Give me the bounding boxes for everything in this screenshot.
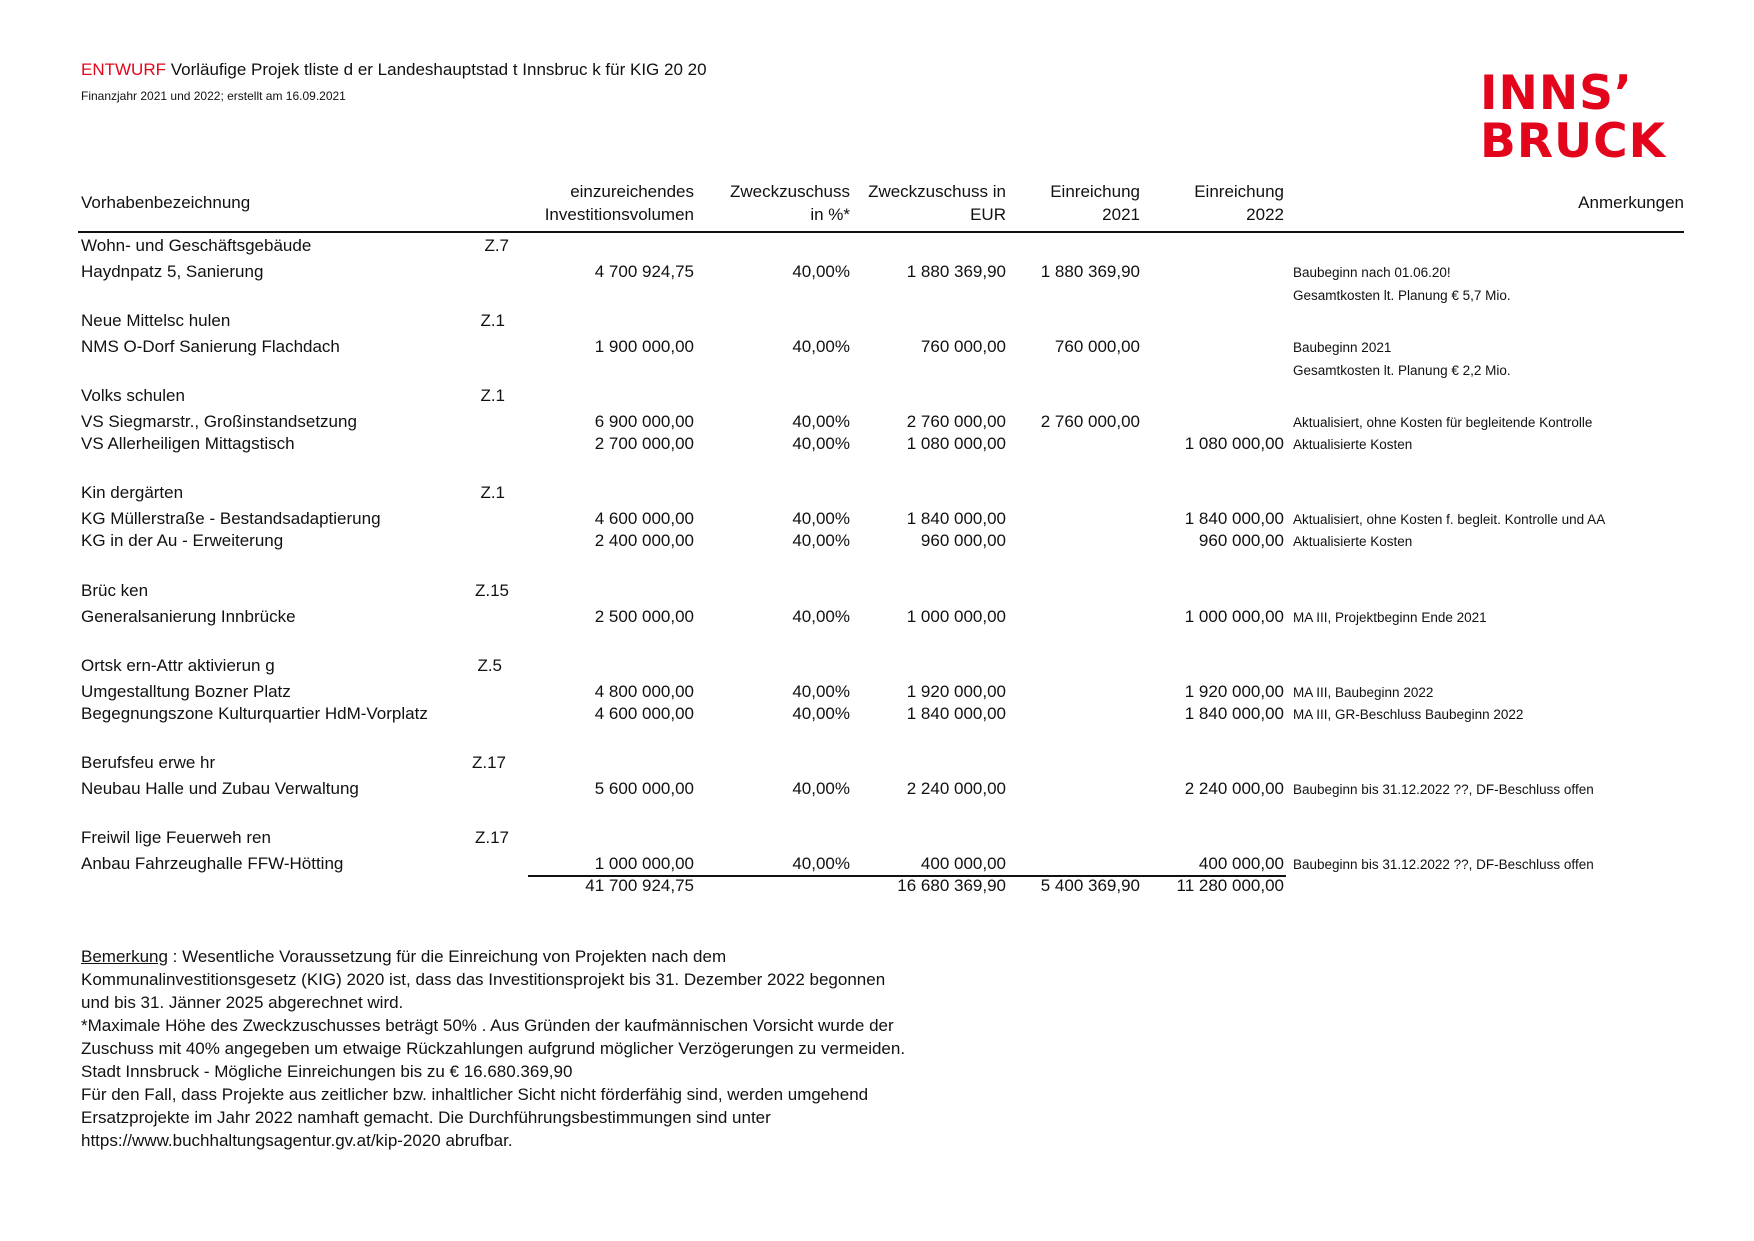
row-2021: 2 760 000,00 xyxy=(1040,412,1140,431)
row-2021: 760 000,00 xyxy=(1054,337,1140,356)
category-code: Z.1 xyxy=(480,311,505,330)
row-volume: 4 600 000,00 xyxy=(594,704,694,723)
row-name: NMS O-Dorf Sanierung Flachdach xyxy=(81,337,340,356)
row-eur: 1 920 000,00 xyxy=(906,682,1006,701)
category-heading: Brüc ken xyxy=(81,581,149,600)
row-name: VS Allerheiligen Mittagstisch xyxy=(81,434,295,453)
document-title xyxy=(81,60,707,80)
row-volume: 5 600 000,00 xyxy=(594,779,694,798)
row-eur: 400 000,00 xyxy=(920,854,1006,873)
row-volume: 1 000 000,00 xyxy=(594,854,694,873)
category-code: Z.5 xyxy=(477,656,502,675)
title-text: Vorläufige Projek tliste d er Landeshauptstad t Innsbruc k für KIG 20 20 xyxy=(170,60,707,79)
row-volume: 2 400 000,00 xyxy=(594,531,694,550)
row-note: MA III, Baubeginn 2022 xyxy=(1293,685,1434,700)
row-note: Baubeginn nach 01.06.20! xyxy=(1293,265,1451,280)
row-eur: 1 880 369,90 xyxy=(906,262,1006,281)
remark-line: *Maximale Höhe des Zweckzuschusses beträgt 50% . Aus Gründen der kaufmännischen Vorsicht wurde der xyxy=(81,1016,894,1035)
row-volume: 2 500 000,00 xyxy=(594,607,694,626)
category-heading: Freiwil lige Feuerweh ren xyxy=(81,828,271,847)
remark-line: Stadt Innsbruck - Mögliche Einreichungen bis zu € 16.680.369,90 xyxy=(81,1062,573,1081)
category-code: Z.7 xyxy=(484,236,509,255)
category-code: Z.17 xyxy=(474,828,509,847)
row-eur: 1 000 000,00 xyxy=(906,607,1006,626)
row-note-2: Gesamtkosten lt. Planung € 5,7 Mio. xyxy=(1293,288,1511,303)
total-2021: 5 400 369,90 xyxy=(1040,876,1140,895)
row-name: VS Siegmarstr., Großinstandsetzung xyxy=(81,412,357,431)
row-name: KG Müllerstraße - Bestandsadaptierung xyxy=(81,509,381,528)
logo-line-1: INNS’ xyxy=(1480,66,1633,121)
row-note: Aktualisierte Kosten xyxy=(1293,437,1413,452)
row-percent: 40,00% xyxy=(792,704,850,723)
col-header-2021: Einreichung 2021 xyxy=(1050,182,1140,224)
category-heading: Kin dergärten xyxy=(81,483,184,502)
remark-label: Bemerkung xyxy=(81,947,168,966)
row-volume: 2 700 000,00 xyxy=(594,434,694,453)
row-percent: 40,00% xyxy=(792,509,850,528)
row-note: MA III, Projektbeginn Ende 2021 xyxy=(1293,610,1487,625)
row-eur: 1 840 000,00 xyxy=(906,704,1006,723)
row-2022: 1 840 000,00 xyxy=(1184,509,1284,528)
category-code: Z.17 xyxy=(471,753,506,772)
row-2022: 1 840 000,00 xyxy=(1184,704,1284,723)
row-2022: 2 240 000,00 xyxy=(1184,779,1284,798)
row-2021: 1 880 369,90 xyxy=(1040,262,1140,281)
row-percent: 40,00% xyxy=(792,412,850,431)
remark-line: Ersatzprojekte im Jahr 2022 namhaft gemacht. Die Durchführungsbestimmungen sind unter xyxy=(81,1108,771,1127)
row-name: Umgestalltung Bozner Platz xyxy=(81,682,291,701)
row-percent: 40,00% xyxy=(792,531,850,550)
innsbruck-logo xyxy=(1480,66,1680,169)
row-volume: 4 600 000,00 xyxy=(594,509,694,528)
row-eur: 1 840 000,00 xyxy=(906,509,1006,528)
row-volume: 4 800 000,00 xyxy=(594,682,694,701)
col-header-notes: Anmerkungen xyxy=(1578,193,1684,212)
row-eur: 2 240 000,00 xyxy=(906,779,1006,798)
row-percent: 40,00% xyxy=(792,262,850,281)
row-note: MA III, GR-Beschluss Baubeginn 2022 xyxy=(1293,707,1524,722)
row-name: Haydnpatz 5, Sanierung xyxy=(81,262,264,281)
row-percent: 40,00% xyxy=(792,779,850,798)
row-volume: 1 900 000,00 xyxy=(594,337,694,356)
row-note: Aktualisiert, ohne Kosten f. begleit. Kontrolle und AA xyxy=(1293,512,1606,527)
row-name: KG in der Au - Erweiterung xyxy=(81,531,284,550)
row-2022: 1 080 000,00 xyxy=(1184,434,1284,453)
row-name: Anbau Fahrzeughalle FFW-Hötting xyxy=(81,854,344,873)
document-subtitle: Finanzjahr 2021 und 2022; erstellt am 16.09.2021 xyxy=(81,89,346,103)
row-2022: 1 920 000,00 xyxy=(1184,682,1284,701)
total-eur: 16 680 369,90 xyxy=(897,876,1006,895)
row-2022: 400 000,00 xyxy=(1198,854,1284,873)
remark-line: Bemerkung : Wesentliche Voraussetzung für die Einreichung von Projekten nach dem xyxy=(81,947,727,966)
row-eur: 960 000,00 xyxy=(920,531,1006,550)
draft-label: ENTWURF xyxy=(81,60,166,79)
row-percent: 40,00% xyxy=(792,607,850,626)
row-percent: 40,00% xyxy=(792,854,850,873)
col-header-name: Vorhabenbezeichnung xyxy=(81,193,251,212)
row-name: Neubau Halle und Zubau Verwaltung xyxy=(81,779,359,798)
row-eur: 2 760 000,00 xyxy=(906,412,1006,431)
col-header-eur: Zweckzuschuss in EUR xyxy=(868,182,1006,224)
row-eur: 1 080 000,00 xyxy=(906,434,1006,453)
remark-line: Kommunalinvestitionsgesetz (KIG) 2020 ist, dass das Investitionsprojekt bis 31. Dezember 2022 begonnen xyxy=(81,970,886,989)
col-header-2022: Einreichung 2022 xyxy=(1194,182,1284,224)
header-rule xyxy=(78,231,1684,233)
row-percent: 40,00% xyxy=(792,337,850,356)
row-name: Generalsanierung Innbrücke xyxy=(81,607,296,626)
row-name: Begegnungszone Kulturquartier HdM-Vorplatz xyxy=(81,704,428,723)
category-code: Z.15 xyxy=(474,581,509,600)
row-2022: 960 000,00 xyxy=(1198,531,1284,550)
category-code: Z.1 xyxy=(480,386,505,405)
row-note: Baubeginn 2021 xyxy=(1293,340,1392,355)
row-percent: 40,00% xyxy=(792,434,850,453)
category-heading: Ortsk ern-Attr aktivierun g xyxy=(81,656,275,675)
total-volume: 41 700 924,75 xyxy=(585,876,694,895)
remark-link: https://www.buchhaltungsagentur.gv.at/kip-2020 abrufbar. xyxy=(81,1131,513,1150)
row-note-2: Gesamtkosten lt. Planung € 2,2 Mio. xyxy=(1293,363,1511,378)
row-volume: 4 700 924,75 xyxy=(594,262,694,281)
row-eur: 760 000,00 xyxy=(920,337,1006,356)
category-heading: Volks schulen xyxy=(81,386,185,405)
category-heading: Neue Mittelsc hulen xyxy=(81,311,231,330)
row-note: Baubeginn bis 31.12.2022 ??, DF-Beschluss offen xyxy=(1293,782,1594,797)
logo-line-2: BRUCK xyxy=(1480,114,1667,169)
row-note: Aktualisiert, ohne Kosten für begleitende Kontrolle xyxy=(1293,415,1593,430)
remark-line: und bis 31. Jänner 2025 abgerechnet wird. xyxy=(81,993,404,1012)
col-header-percent: Zweckzuschuss in %* xyxy=(730,182,850,224)
col-header-volume: einzureichendes Investitionsvolumen xyxy=(544,182,694,224)
row-note: Baubeginn bis 31.12.2022 ??, DF-Beschluss offen xyxy=(1293,857,1594,872)
total-2022: 11 280 000,00 xyxy=(1176,876,1284,895)
row-percent: 40,00% xyxy=(792,682,850,701)
remark-line: Für den Fall, dass Projekte aus zeitlicher bzw. inhaltlicher Sicht nicht förderfähig sind, werden umgehend xyxy=(81,1085,869,1104)
remark-block xyxy=(81,945,905,1152)
category-heading: Berufsfeu erwe hr xyxy=(81,753,216,772)
remark-line: Zuschuss mit 40% angegeben um etwaige Rückzahlungen aufgrund möglicher Verzögerungen zu vermeiden. xyxy=(81,1039,906,1058)
row-volume: 6 900 000,00 xyxy=(594,412,694,431)
row-note: Aktualisierte Kosten xyxy=(1293,534,1413,549)
row-2022: 1 000 000,00 xyxy=(1184,607,1284,626)
category-code: Z.1 xyxy=(480,483,505,502)
category-heading: Wohn- und Geschäftsgebäude xyxy=(81,236,312,255)
